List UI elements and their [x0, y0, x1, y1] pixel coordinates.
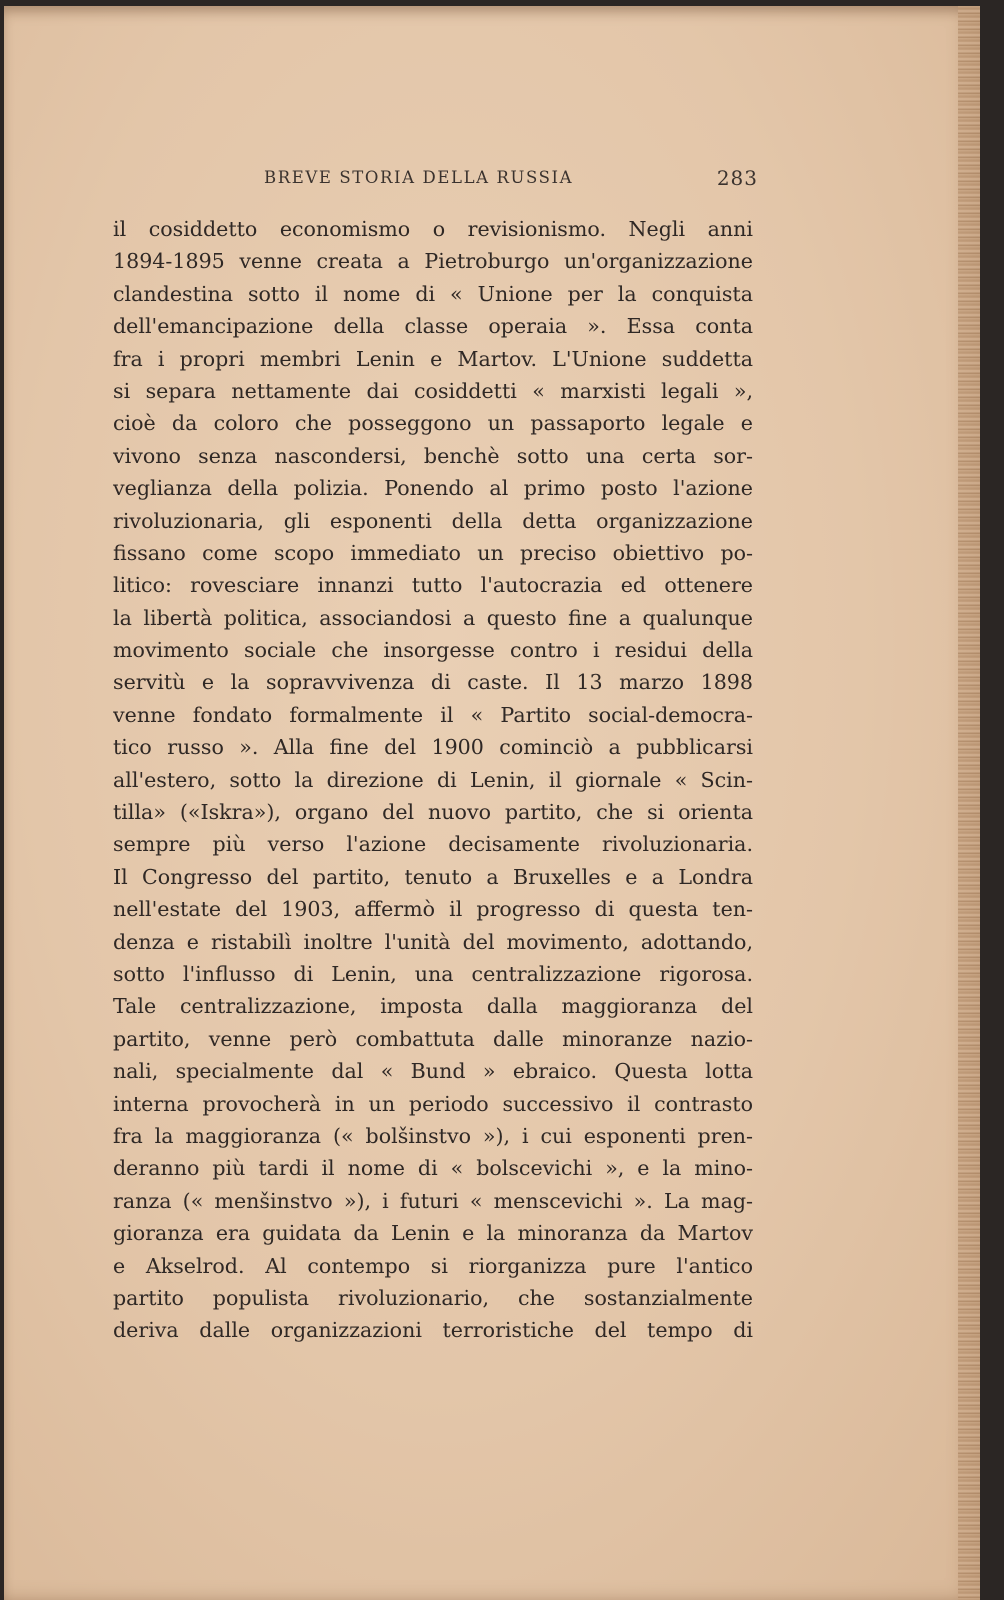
- text-line: la libertà politica, associandosi a questo fine a qualunque: [113, 605, 753, 630]
- page-number: 283: [716, 166, 758, 190]
- text-line: Tale centralizzazione, imposta dalla maggioranza del: [113, 994, 753, 1019]
- text-line: deriva dalle organizzazioni terroristiche del tempo di: [113, 1318, 753, 1343]
- running-header: [264, 166, 758, 190]
- text-line: veglianza della polizia. Ponendo al primo posto l'azione: [113, 476, 753, 501]
- text-line: servitù e la sopravvivenza di caste. Il 13 marzo 1898: [113, 670, 753, 695]
- page-edge: [958, 6, 980, 1600]
- body-text: [113, 213, 753, 1347]
- text-line: vivono senza nascondersi, benchè sotto una certa sor-: [113, 443, 753, 468]
- text-line: Il Congresso del partito, tenuto a Bruxelles e a Londra: [113, 864, 753, 889]
- text-line: denza e ristabilì inoltre l'unità del movimento, adottando,: [113, 929, 753, 954]
- text-line: sotto l'influsso di Lenin, una centralizzazione rigorosa.: [113, 961, 753, 986]
- running-title: BREVE STORIA DELLA RUSSIA: [264, 168, 574, 187]
- text-line: all'estero, sotto la direzione di Lenin, il giornale « Scin-: [113, 767, 753, 792]
- text-line: dell'emancipazione della classe operaia ». Essa conta: [113, 314, 753, 339]
- text-line: fra la maggioranza (« bolšinstvo »), i cui esponenti pren-: [113, 1123, 753, 1148]
- text-line: cioè da coloro che posseggono un passaporto legale e: [113, 411, 753, 436]
- text-line: rivoluzionaria, gli esponenti della detta organizzazione: [113, 508, 753, 533]
- text-line: partito populista rivoluzionario, che sostanzialmente: [113, 1285, 753, 1310]
- text-line: tilla» («Iskra»), organo del nuovo partito, che si orienta: [113, 800, 753, 825]
- text-line: venne fondato formalmente il « Partito social-democra-: [113, 702, 753, 727]
- text-line: interna provocherà in un periodo successivo il contrasto: [113, 1091, 753, 1116]
- text-line: deranno più tardi il nome di « bolscevichi », e la mino-: [113, 1156, 753, 1181]
- text-line: nell'estate del 1903, affermò il progresso di questa ten-: [113, 897, 753, 922]
- text-line: il cosiddetto economismo o revisionismo. Negli anni: [113, 217, 753, 241]
- text-line: clandestina sotto il nome di « Unione per la conquista: [113, 281, 753, 306]
- text-line: nali, specialmente dal « Bund » ebraico. Questa lotta: [113, 1059, 753, 1084]
- text-line: tico russo ». Alla fine del 1900 cominciò a pubblicarsi: [113, 735, 753, 760]
- text-line: si separa nettamente dai cosiddetti « marxisti legali »,: [113, 378, 753, 403]
- text-line: sempre più verso l'azione decisamente rivoluzionaria.: [113, 832, 753, 857]
- text-line: 1894-1895 venne creata a Pietroburgo un'organizzazione: [113, 249, 753, 274]
- text-line: movimento sociale che insorgesse contro i residui della: [113, 638, 753, 663]
- text-line: fissano come scopo immediato un preciso obiettivo po-: [113, 540, 753, 565]
- text-line: litico: rovesciare innanzi tutto l'autocrazia ed ottenere: [113, 573, 753, 598]
- text-line: ranza (« menšinstvo »), i futuri « menscevichi ». La mag-: [113, 1188, 753, 1213]
- text-line: gioranza era guidata da Lenin e la minoranza da Martov: [113, 1221, 753, 1246]
- text-line: e Akselrod. Al contempo si riorganizza pure l'antico: [113, 1253, 753, 1278]
- text-line: fra i propri membri Lenin e Martov. L'Unione suddetta: [113, 346, 753, 371]
- text-line: partito, venne però combattuta dalle minoranze nazio-: [113, 1026, 753, 1051]
